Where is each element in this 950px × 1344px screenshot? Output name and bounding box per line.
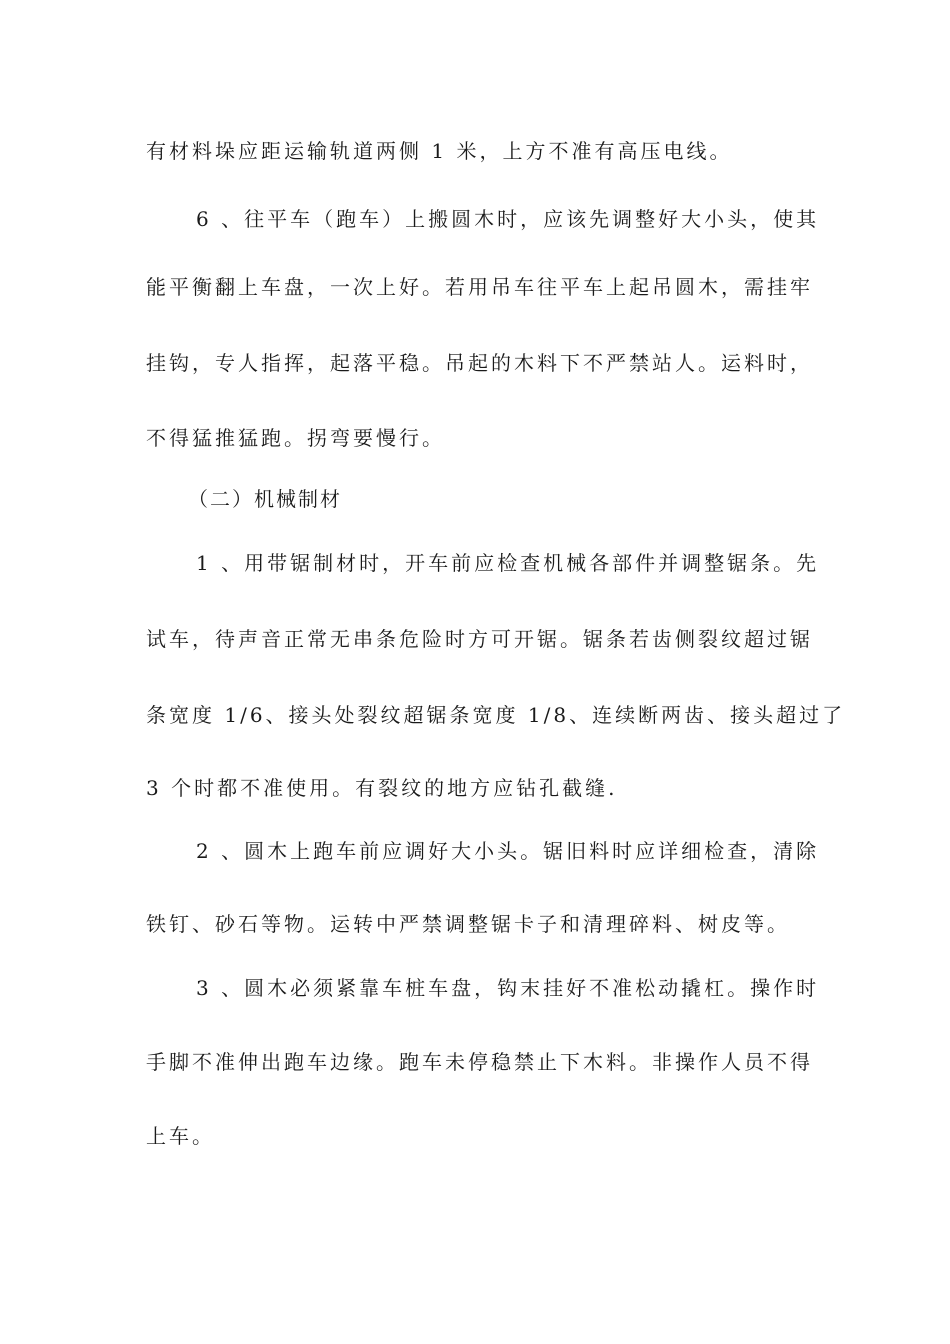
paragraph-line: 1 、用带锯制材时，开车前应检查机械各部件并调整锯条。先 (196, 551, 820, 575)
paragraph-line: 3 、圆木必须紧靠车桩车盘，钩末挂好不准松动撬杠。操作时 (196, 976, 820, 1000)
paragraph-line: 手脚不准伸出跑车边缘。跑车未停稳禁止下木料。非操作人员不得 (146, 1050, 813, 1074)
paragraph-line: 3 个时都不准使用。有裂纹的地方应钻孔截缝. (146, 776, 618, 800)
paragraph-line: 2 、圆木上跑车前应调好大小头。锯旧料时应详细检查，清除 (196, 839, 820, 863)
paragraph-line: 能平衡翻上车盘，一次上好。若用吊车往平车上起吊圆木，需挂牢 (146, 275, 813, 299)
paragraph-line: 条宽度 1/6、接头处裂纹超锯条宽度 1/8、连续断两齿、接头超过了 (146, 703, 846, 727)
paragraph-line: 挂钩，专人指挥，起落平稳。吊起的木料下不严禁站人。运料时， (146, 351, 813, 375)
paragraph-line: 试车，待声音正常无串条危险时方可开锯。锯条若齿侧裂纹超过锯 (146, 627, 813, 651)
paragraph-line: 不得猛推猛跑。拐弯要慢行。 (146, 426, 445, 450)
paragraph-line: 铁钉、砂石等物。运转中严禁调整锯卡子和清理碎料、树皮等。 (146, 912, 790, 936)
section-heading: （二）机械制材 (188, 487, 342, 511)
paragraph-line: 有材料垛应距运输轨道两侧 1 米，上方不准有高压电线。 (146, 139, 733, 163)
paragraph-line: 6 、往平车（跑车）上搬圆木时，应该先调整好大小头，使其 (196, 207, 820, 231)
paragraph-line: 上车。 (146, 1124, 215, 1148)
